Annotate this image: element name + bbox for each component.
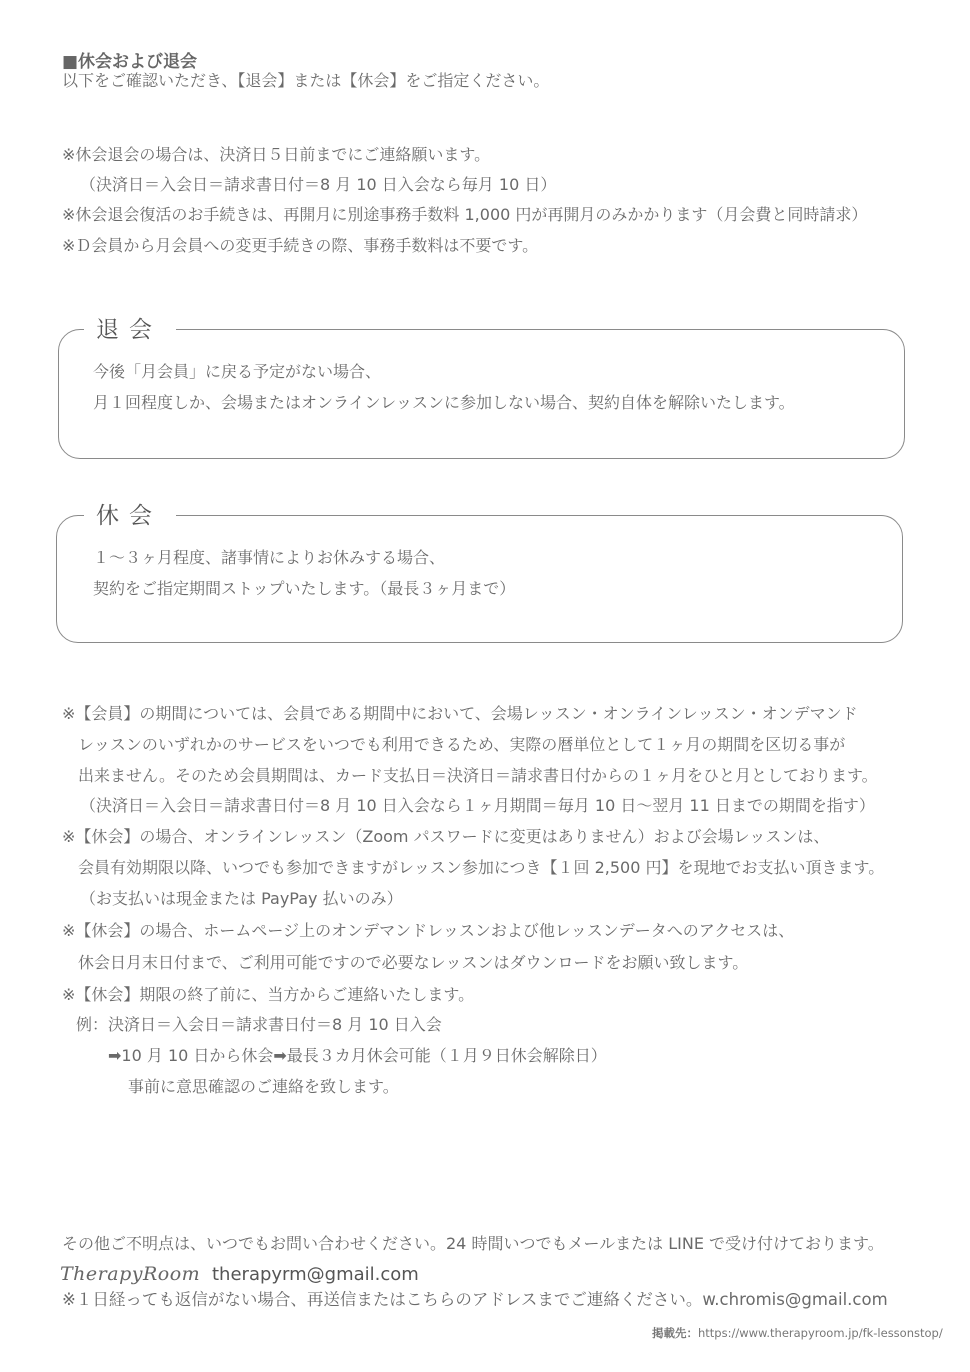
withdrawal-heading: 退会 (84, 316, 176, 344)
withdrawal-line: 今後「月会員」に戻る予定がない場合、 (93, 362, 382, 381)
suspension-line: 契約をご指定期間ストップいたします。（最長３ヶ月まで） (93, 579, 516, 598)
suspension-line: １～３ヶ月程度、諸事情によりお休みする場合、 (93, 548, 446, 567)
intro-text: 以下をご確認いただき、【退会】または【休会】をご指定ください。 (62, 71, 550, 90)
note-deadline-example: （決済日＝入会日＝請求書日付＝8 月 10 日入会なら毎月 10 日） (80, 175, 557, 194)
note-deadline: ※休会退会の場合は、決済日５日前までにご連絡願います。 (62, 145, 491, 164)
detail-line: 事前に意思確認のご連絡を致します。 (128, 1077, 399, 1096)
note-reinstatement-fee: ※休会退会復活のお手続きは、再開月に別途事務手数料 1,000 円が再開月のみかかります（月会費と同時請求） (62, 205, 868, 224)
contact-email[interactable]: therapyrm@gmail.com (212, 1264, 419, 1285)
fallback-contact: ※１日経っても返信がない場合、再送信またはこちらのアドレスまでご連絡ください。w.chromis@gmail.com (62, 1290, 888, 1309)
note-plan-change: ※Ｄ会員から月会員への変更手続きの際、事務手数料は不要です。 (62, 236, 539, 255)
detail-line: ➡10 月 10 日から休会➡最長３カ月休会可能（１月９日休会解除日） (108, 1046, 607, 1065)
section-title: ■休会および退会 (62, 52, 198, 72)
detail-line: 出来ません。そのため会員期間は、カード支払日＝決済日＝請求書日付からの１ヶ月をひと月としております。 (78, 766, 878, 785)
detail-line: （決済日＝入会日＝請求書日付＝8 月 10 日入会なら１ヶ月期間＝毎月 10 日～翌月 11 日までの期間を指す） (80, 796, 875, 815)
detail-line: 例：決済日＝入会日＝請求書日付＝8 月 10 日入会 (76, 1015, 442, 1034)
source-url[interactable]: https://www.therapyroom.jp/fk-lessonstop/ (698, 1326, 943, 1340)
source-link[interactable] (652, 1325, 943, 1341)
detail-line: ※【休会】期限の終了前に、当方からご連絡いたします。 (62, 985, 475, 1004)
detail-line: レッスンのいずれかのサービスをいつでも利用できるため、実際の暦単位として１ヶ月の期間を区切る事が (78, 735, 846, 754)
suspension-heading: 休会 (84, 502, 176, 530)
detail-line: （お支払いは現金または PayPay 払いのみ） (80, 889, 403, 908)
therapyroom-logo: TherapyRoom (60, 1263, 201, 1285)
detail-line: 会員有効期限以降、いつでも参加できますがレッスン参加につき【１回 2,500 円】を現地でお支払い頂きます。 (78, 858, 885, 877)
detail-line: 休会日月末日付まで、ご利用可能ですので必要なレッスンはダウンロードをお願い致します。 (78, 953, 749, 972)
source-label: 掲載先： (652, 1326, 698, 1340)
detail-line: ※【休会】の場合、ホームページ上のオンデマンドレッスンおよび他レッスンデータへのアクセスは、 (62, 921, 795, 940)
detail-line: ※【会員】の期間については、会員である期間中において、会場レッスン・オンラインレッスン・オンデマンド (62, 704, 858, 723)
withdrawal-line: 月１回程度しか、会場またはオンラインレッスンに参加しない場合、契約自体を解除いたします。 (93, 393, 795, 412)
contact-text: その他ご不明点は、いつでもお問い合わせください。24 時間いつでもメールまたは LINE で受け付けております。 (62, 1234, 884, 1253)
detail-line: ※【休会】の場合、オンラインレッスン（Zoom パスワードに変更はありません）および会場レッスンは、 (62, 827, 830, 846)
